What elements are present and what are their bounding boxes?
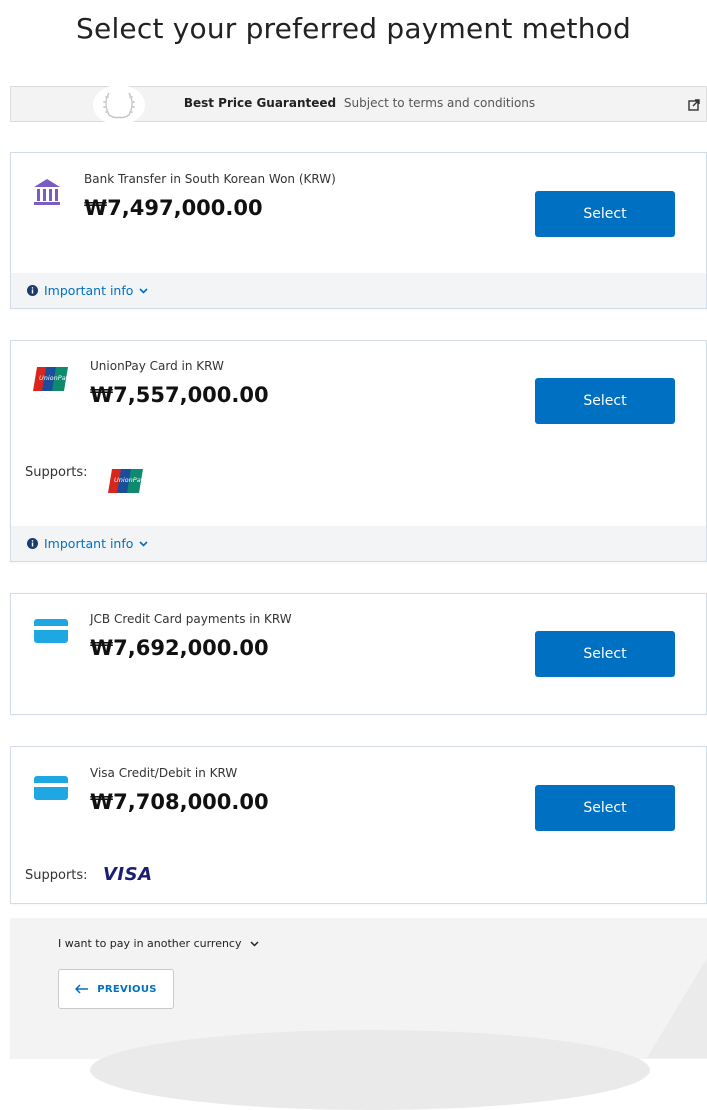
select-visa-button[interactable]: Select xyxy=(535,785,675,831)
best-price-title: Best Price Guaranteed xyxy=(183,96,337,110)
chevron-down-icon xyxy=(139,288,148,294)
method-label: Visa Credit/Debit in KRW xyxy=(90,766,238,780)
method-price: ₩7,692,000.00 xyxy=(90,636,269,660)
method-label: Bank Transfer in South Korean Won (KRW) xyxy=(84,172,336,186)
bank-icon xyxy=(33,177,61,211)
chevron-down-icon xyxy=(250,941,259,947)
unionpay-logo-icon xyxy=(108,469,144,497)
credit-card-icon xyxy=(34,619,68,647)
important-info-label: Important info xyxy=(44,536,134,551)
payment-method-card-jcb xyxy=(10,593,707,715)
pay-another-currency-label: I want to pay in another currency xyxy=(58,937,242,950)
supports-label: Supports: xyxy=(25,465,88,480)
footer-area xyxy=(10,918,707,1059)
svg-text:UnionPay: UnionPay xyxy=(39,374,69,382)
info-icon xyxy=(27,285,38,296)
external-link-icon[interactable] xyxy=(688,96,700,115)
arrow-left-icon xyxy=(75,984,89,994)
payment-method-card-bank-transfer xyxy=(10,152,707,309)
method-label: UnionPay Card in KRW xyxy=(90,359,224,373)
method-price: ₩7,708,000.00 xyxy=(90,790,269,814)
credit-card-icon xyxy=(34,776,68,804)
select-unionpay-button[interactable]: Select xyxy=(535,378,675,424)
important-info-toggle[interactable] xyxy=(11,526,706,561)
supports-label: Supports: xyxy=(25,868,88,883)
best-price-subtitle: Subject to terms and conditions xyxy=(343,96,536,110)
method-label: JCB Credit Card payments in KRW xyxy=(90,612,292,626)
select-jcb-button[interactable]: Select xyxy=(535,631,675,677)
svg-text:UnionPay: UnionPay xyxy=(114,476,144,484)
best-price-banner xyxy=(10,86,707,122)
decorative-shape xyxy=(647,958,707,1058)
method-price: ₩7,497,000.00 xyxy=(84,196,263,220)
unionpay-card-icon xyxy=(33,367,69,395)
payment-method-card-unionpay xyxy=(10,340,707,562)
chevron-down-icon xyxy=(139,541,148,547)
important-info-label: Important info xyxy=(44,283,134,298)
pay-another-currency-toggle[interactable] xyxy=(58,937,259,950)
page-title: Select your preferred payment method xyxy=(76,12,631,45)
decorative-shape xyxy=(90,1030,650,1110)
important-info-toggle[interactable] xyxy=(11,273,706,308)
method-price: ₩7,557,000.00 xyxy=(90,383,269,407)
visa-logo-icon: VISA xyxy=(103,864,153,885)
payment-method-card-visa xyxy=(10,746,707,904)
select-bank-transfer-button[interactable]: Select xyxy=(535,191,675,237)
info-icon xyxy=(27,538,38,549)
previous-label: PREVIOUS xyxy=(97,983,157,995)
previous-button[interactable] xyxy=(58,969,174,1009)
